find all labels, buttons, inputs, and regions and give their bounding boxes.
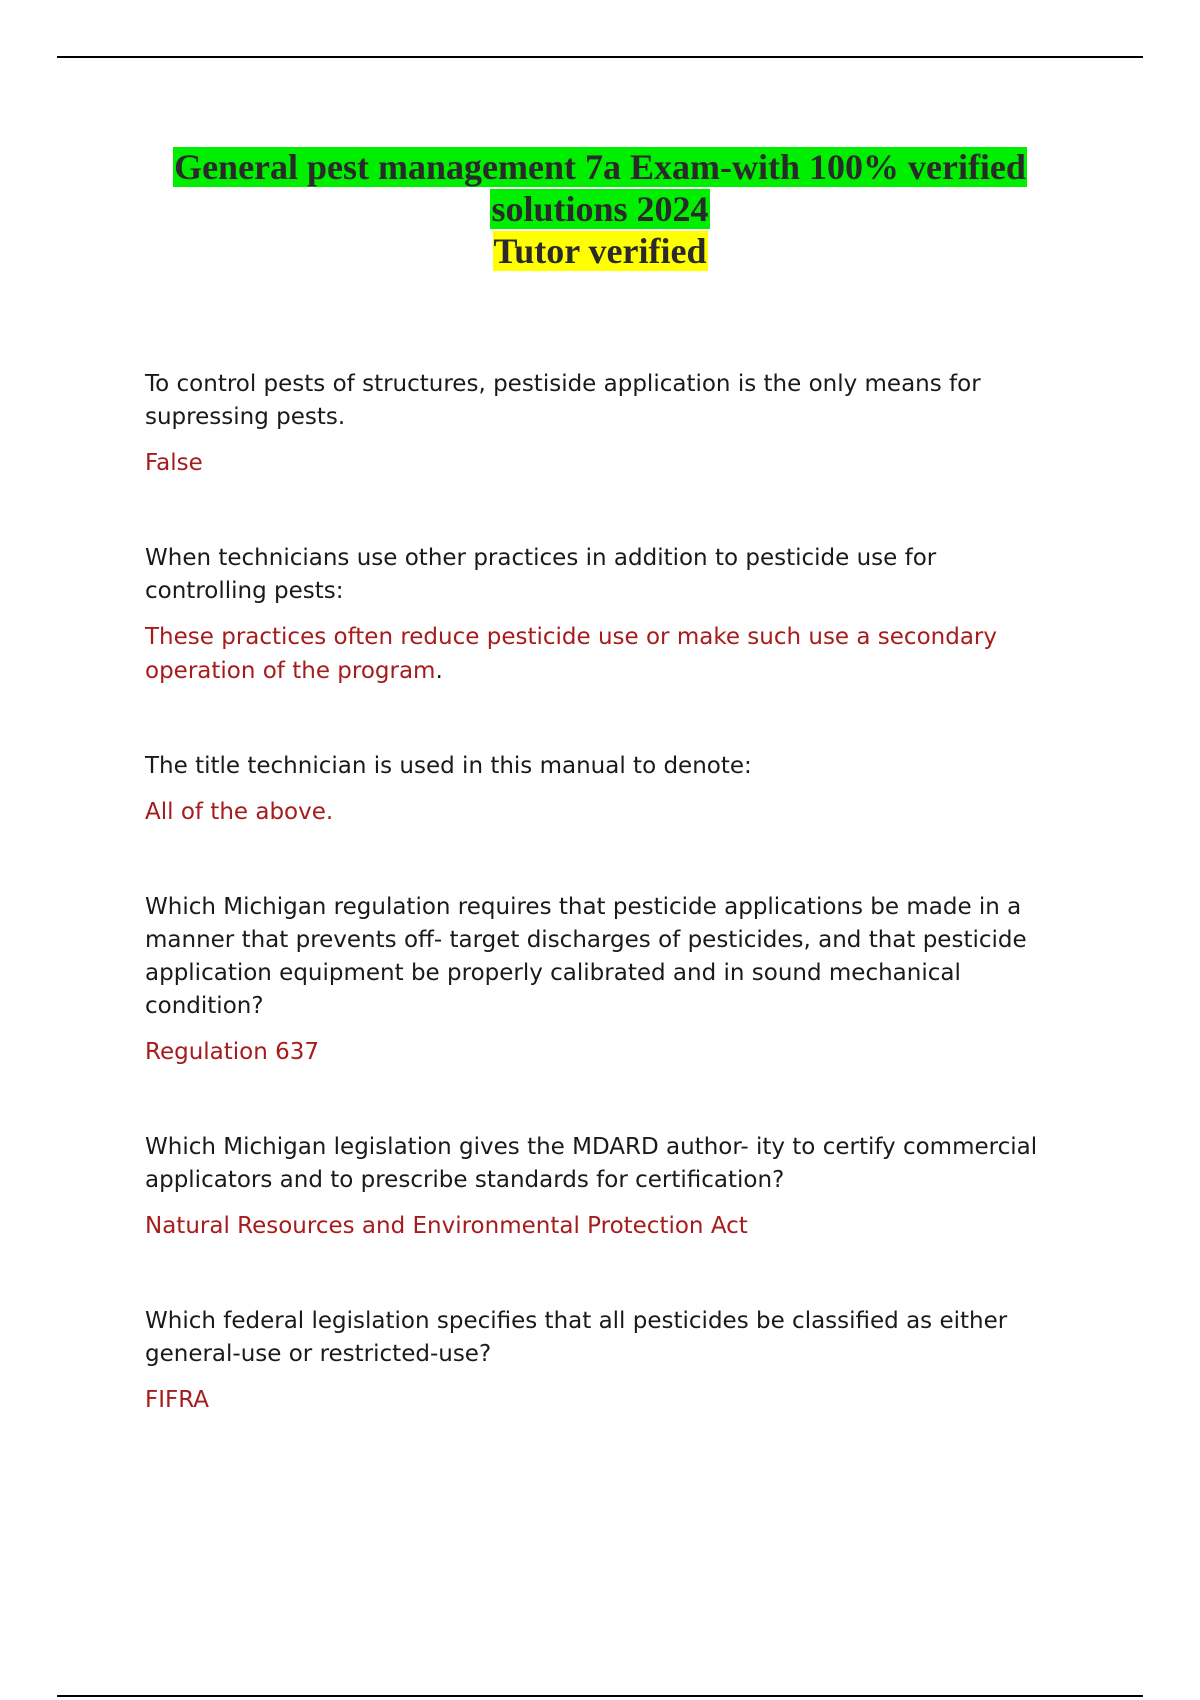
- title-line-1: General pest management 7a Exam-with 100% verified: [174, 147, 1026, 187]
- qa-item-4: [145, 891, 1065, 1069]
- footer-rule: [57, 1695, 1143, 1697]
- qa-item-2: [145, 542, 1065, 688]
- answer-text: Natural Resources and Environmental Protection Act: [145, 1213, 748, 1239]
- answer-text: These practices often reduce pesticide use or make such use a secondary operation of the program.: [145, 624, 997, 684]
- answer-text: Regulation 637: [145, 1039, 320, 1065]
- qa-item-3: [145, 750, 1065, 829]
- question-text: The title technician is used in this manual to denote:: [145, 753, 752, 779]
- question-text: Which federal legislation specifies that all pesticides be classified as either general-use or restricted-use?: [145, 1308, 1008, 1367]
- answer-text: All of the above.: [145, 799, 334, 825]
- answer-text: FIFRA: [145, 1387, 210, 1413]
- document-title: [0, 146, 1200, 272]
- qa-list: [145, 368, 1065, 1417]
- question-text: When technicians use other practices in addition to pesticide use for controlling pests:: [145, 545, 937, 604]
- qa-item-5: [145, 1131, 1065, 1243]
- header-rule: [57, 56, 1143, 58]
- answer-text: False: [145, 450, 203, 476]
- qa-item-1: [145, 368, 1065, 480]
- question-text: Which Michigan regulation requires that pesticide applications be made in a manner that prevents off- target discharges of pesticides, and that pesticide application equipment be properly calibrated and in sound mechanical condition?: [145, 894, 1027, 1019]
- qa-item-6: [145, 1305, 1065, 1417]
- question-text: Which Michigan legislation gives the MDARD author- ity to certify commercial applicators and to prescribe standards for certification?: [145, 1134, 1038, 1193]
- title-line-2: solutions 2024: [491, 189, 709, 229]
- question-text: To control pests of structures, pestiside application is the only means for supressing pests.: [145, 371, 981, 430]
- title-line-3: Tutor verified: [493, 231, 707, 271]
